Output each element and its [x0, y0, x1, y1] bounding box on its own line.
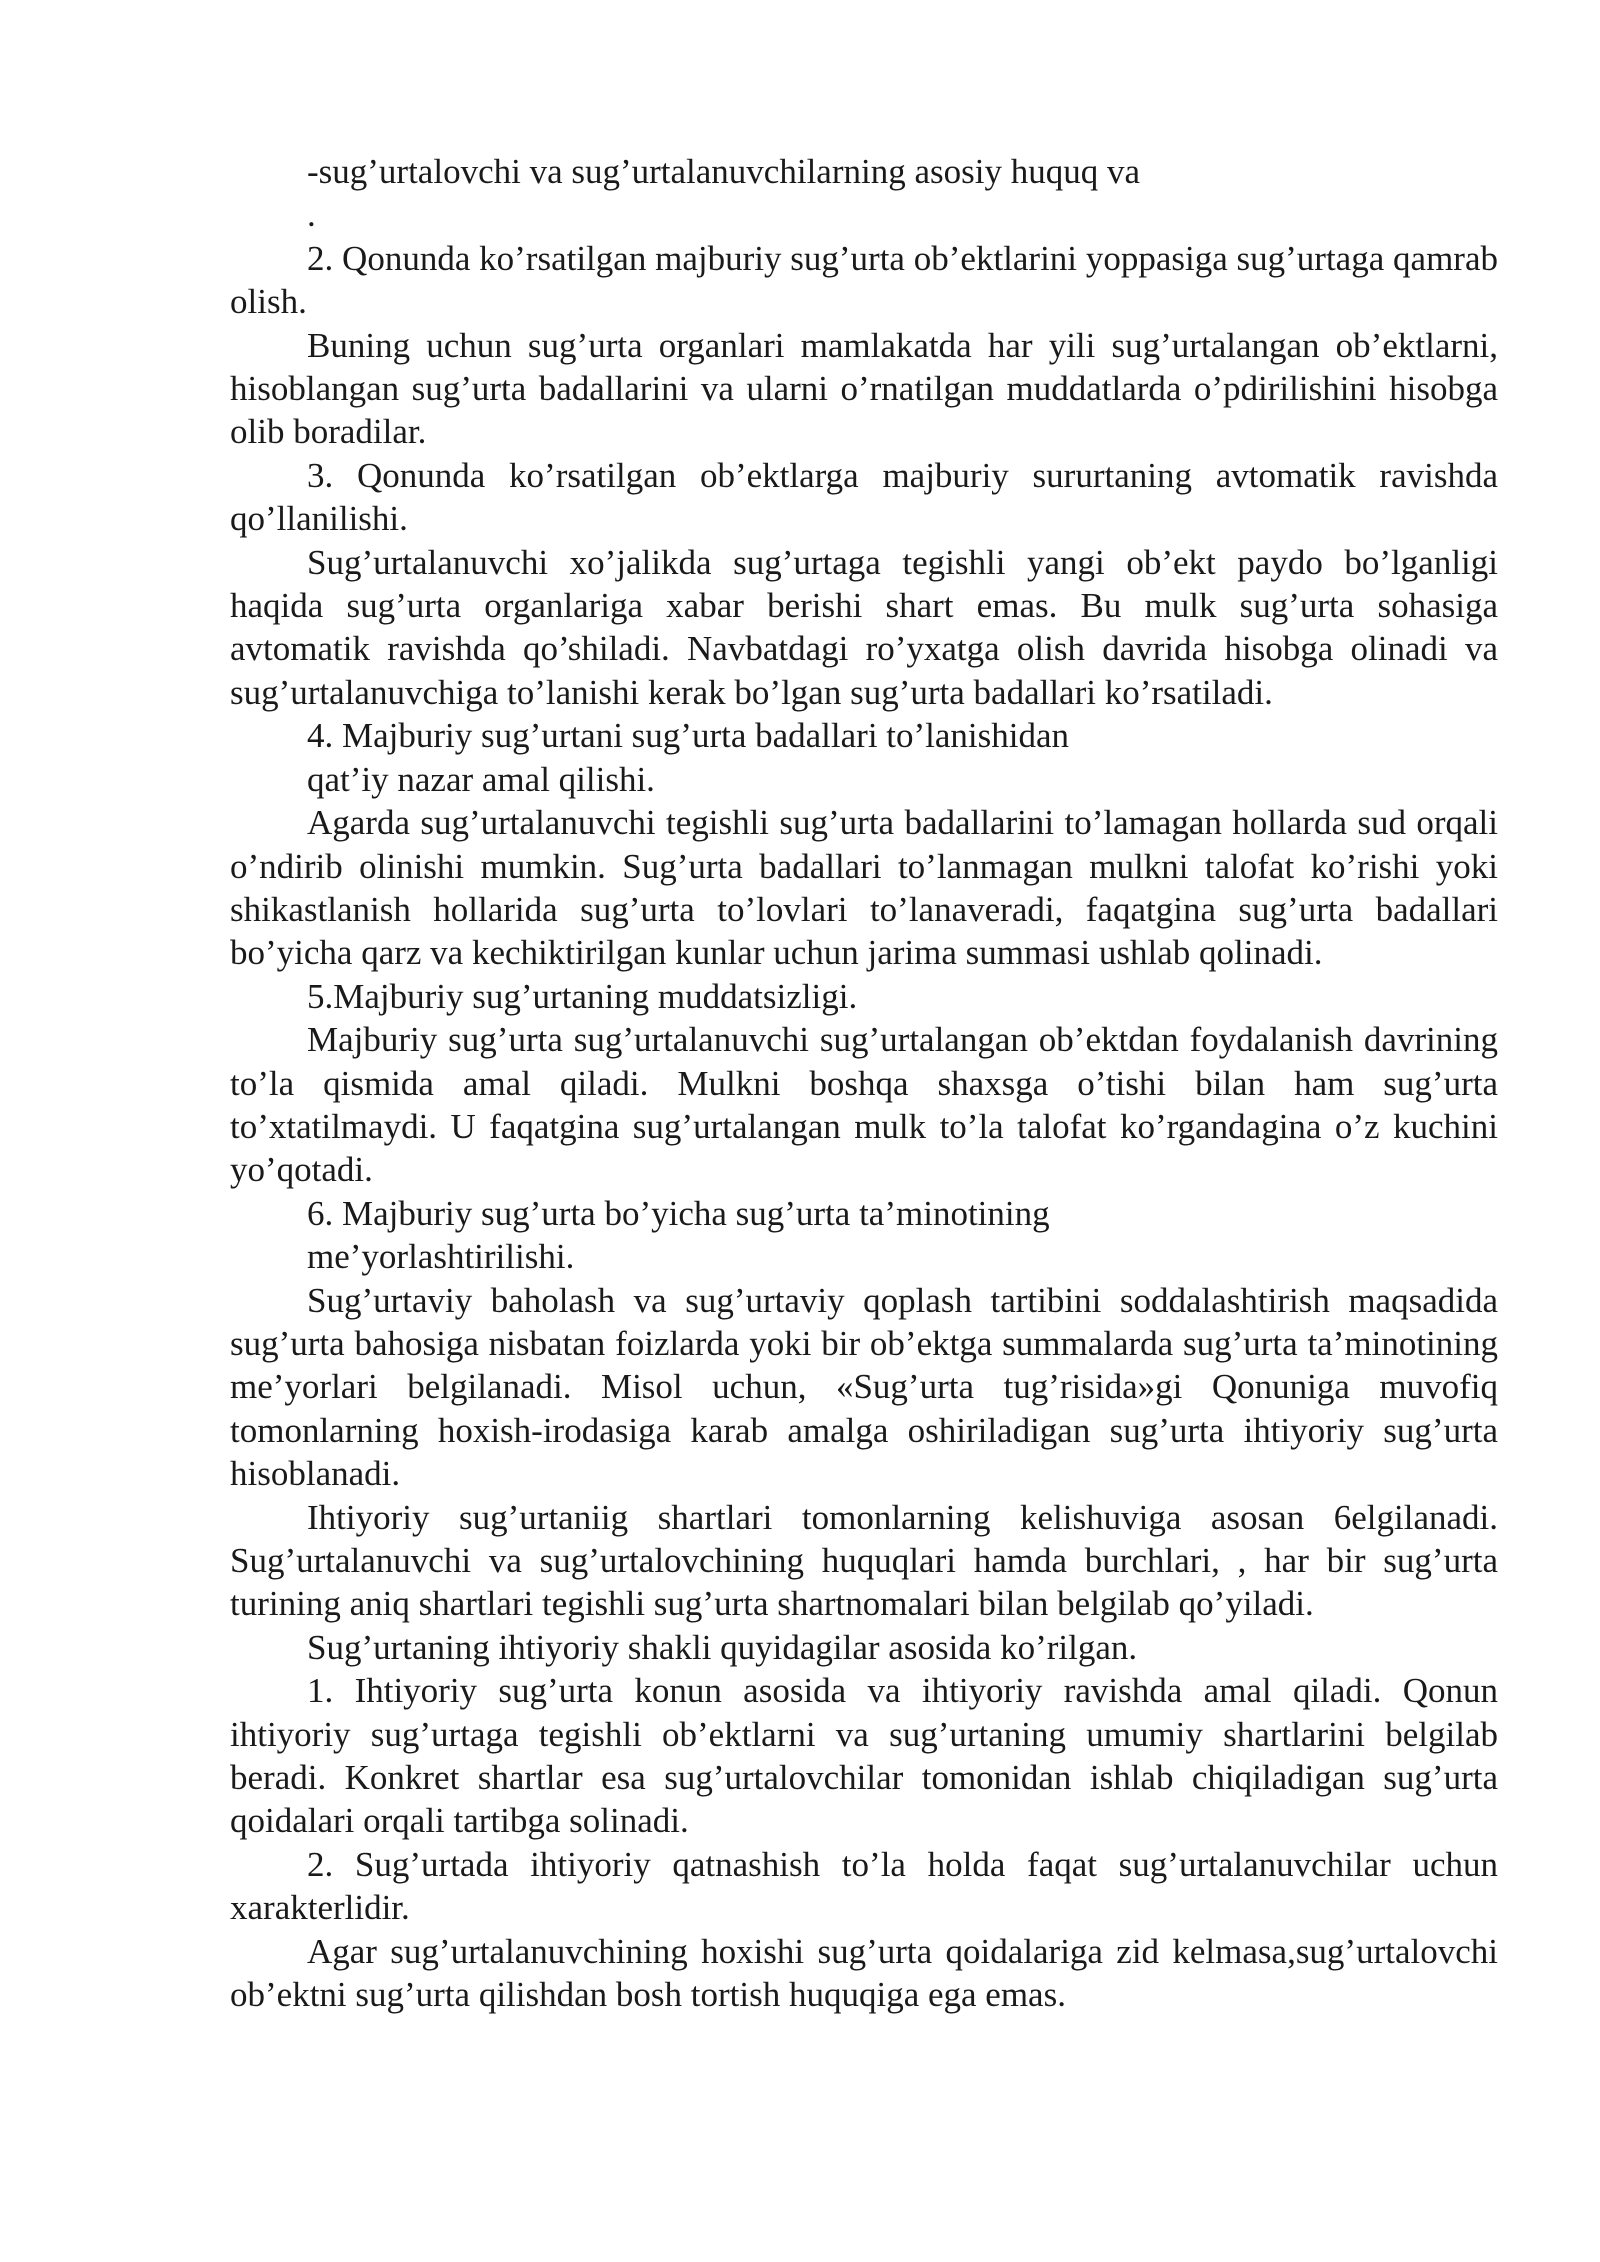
- paragraph: Sug’urtalanuvchi xo’jalikda sug’urtaga tegishli yangi ob’ekt paydo bo’lganligi haqida sug’urta organlariga xabar berishi shart emas. Bu mulk sug’urta sohasiga avtomatik ravishda qo’shiladi. Navbatdagi ro’yxatga olish davrida hisobga olinadi va sug’urtalanuvchiga to’lanishi kerak bo’lgan sug’urta badallari ko’rsatiladi.: [230, 542, 1498, 712]
- paragraph: Majburiy sug’urta sug’urtalanuvchi sug’urtalangan ob’ektdan foydalanish davrining to’la qismida amal qiladi. Mulkni boshqa shaxsga o’tishi bilan ham sug’urta to’xtatilmaydi. U faqatgina sug’urtalangan mulk to’la talofat ko’rgandagina o’z kuchini yo’qotadi.: [230, 1020, 1498, 1190]
- paragraph: Buning uchun sug’urta organlari mamlakatda har yili sug’urtalangan ob’ektlarni, hisoblangan sug’urta badallarini va ularni o’rnatilgan muddatlarda o’pdirilishini hisobga olib boradilar.: [230, 325, 1498, 452]
- document-page: [230, 150, 1498, 2016]
- paragraph: Sug’urtaning ihtiyoriy shakli quyidagilar asosida ko’rilgan.: [307, 1627, 1138, 1667]
- paragraph: 2. Qonunda ko’rsatilgan majburiy sug’urta ob’ektlarini yoppasiga sug’urtaga qamrab olish.: [230, 238, 1498, 322]
- paragraph: 5.Majburiy sug’urtaning muddatsizligi.: [307, 976, 858, 1016]
- paragraph: Sug’urtaviy baholash va sug’urtaviy qoplash tartibini soddalashtirish maqsadida sug’urta bahosiga nisbatan foizlarda yoki bir ob’ektga summalarda sug’urta ta’minotining me’yorlari belgilanadi. Misol uchun, «Sug’urta tug’risida»gi Qonuniga muvofiq tomonlarning hoxish-irodasiga karab amalga oshiriladigan sug’urta ihtiyoriy sug’urta hisoblanadi.: [230, 1280, 1498, 1494]
- paragraph: .: [307, 195, 316, 235]
- paragraph: 3. Qonunda ko’rsatilgan ob’ektlarga majburiy sururtaning avtomatik ravishda qo’llanilishi.: [230, 455, 1498, 539]
- paragraph: 1. Ihtiyoriy sug’urta konun asosida va ihtiyoriy ravishda amal qiladi. Qonun ihtiyoriy sug’urtaga tegishli ob’ektlarni va sug’urtaning umumiy shartlarini belgilab beradi. Konkret shartlar esa sug’urtalovchilar tomonidan ishlab chiqiladigan sug’urta qoidalari orqali tartibga solinadi.: [230, 1671, 1498, 1841]
- paragraph: Agar sug’urtalanuvchining hoxishi sug’urta qoidalariga zid kelmasa,sug’urtalovchi ob’ektni sug’urta qilishdan bosh tortish huquqiga ega emas.: [230, 1931, 1498, 2015]
- paragraph: 4. Majburiy sug’urtani sug’urta badallari to’lanishidan: [307, 716, 1070, 756]
- paragraph: 2. Sug’urtada ihtiyoriy qatnashish to’la holda faqat sug’urtalanuvchilar uchun xarakterlidir.: [230, 1844, 1498, 1928]
- paragraph: -sug’urtalovchi va sug’urtalanuvchilarning asosiy huquq va: [307, 152, 1140, 191]
- paragraph: 6. Majburiy sug’urta bo’yicha sug’urta ta’minotining: [307, 1193, 1050, 1233]
- paragraph: Agarda sug’urtalanuvchi tegishli sug’urta badallarini to’lamagan hollarda sud orqali o’ndirib olinishi mumkin. Sug’urta badallari to’lanmagan mulkni talofat ko’rishi yoki shikastlanish hollarida sug’urta to’lovlari to’lanaveradi, faqatgina sug’urta badallari bo’yicha qarz va kechiktirilgan kunlar uchun jarima summasi ushlab qolinadi.: [230, 803, 1498, 973]
- paragraph: qat’iy nazar amal qilishi.: [307, 759, 655, 799]
- paragraph: me’yorlashtirilishi.: [307, 1237, 575, 1277]
- paragraph: Ihtiyoriy sug’urtaniig shartlari tomonlarning kelishuviga asosan 6elgilanadi. Sug’urtalanuvchi va sug’urtalovchining huquqlari hamda burchlari, , har bir sug’urta turining aniq shartlari tegishli sug’urta shartnomalari bilan belgilab qo’yiladi.: [230, 1497, 1498, 1624]
